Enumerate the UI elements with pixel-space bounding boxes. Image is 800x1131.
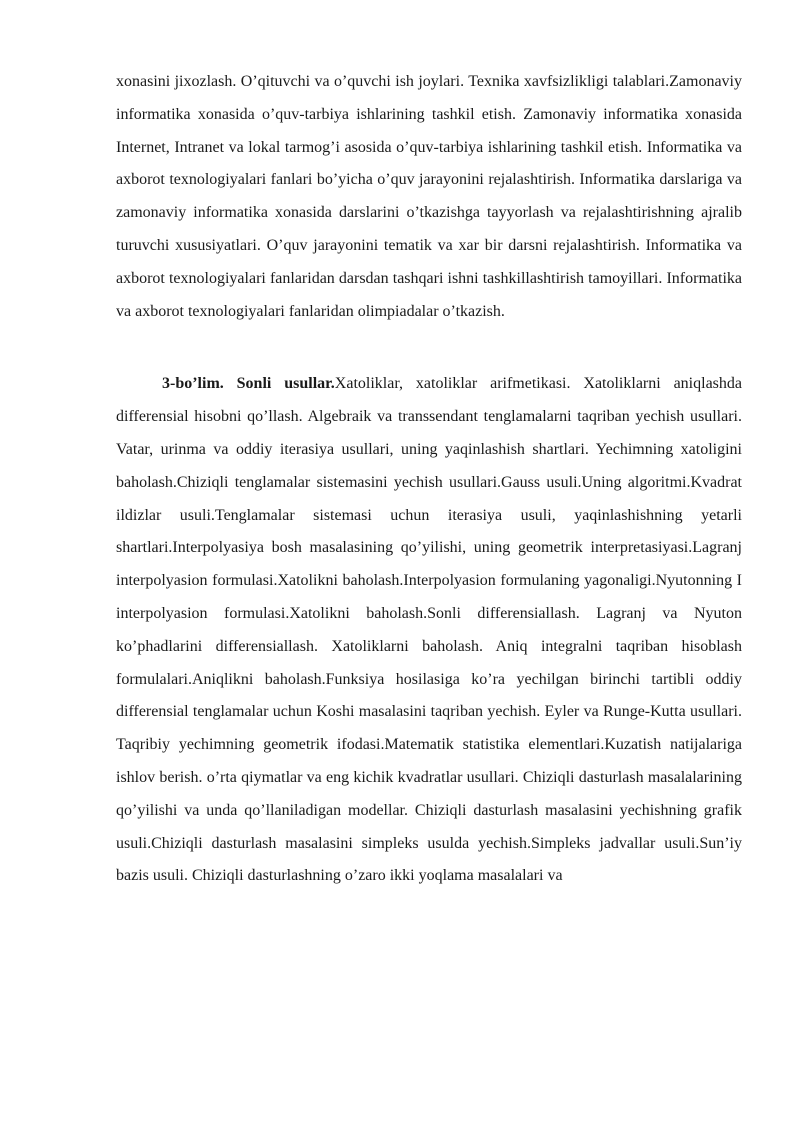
document-page: [116, 66, 742, 893]
section-3-text: Xatoliklar, xatoliklar arifmetikasi. Xatoliklarni aniqlashda differensial hisobni qo’llash. Algebraik va transsendant tenglamalarni taqriban yechish usullari. Vatar, urinma va oddiy iterasiya usullari, uning yaqinlashish shartlari. Yechimning xatoligini baholash.Chiziqli tenglamalar sistemasini yechish usullari.Gauss usuli.Uning algoritmi.Kvadrat ildizlar usuli.Tenglamalar sistemasi uchun iterasiya usuli, yaqinlashishning yetarli shartlari.Interpolyasiya bosh masalasining qo’yilishi, uning geometrik interpretasiyasi.Lagranj interpolyasion formulasi.Xatolikni baholash.Interpolyasion formulaning yagonaligi.Nyutonning I interpolyasion formulasi.Xatolikni baholash.Sonli differensiallash. Lagranj va Nyuton ko’phadlarini differensiallash. Xatoliklarni baholash. Aniq integralni taqriban hisoblash formulalari.Aniqlikni baholash.Funksiya hosilasiga ko’ra yechilgan birinchi tartibli oddiy differensial tenglamalar uchun Koshi masalasini taqriban yechish. Eyler va Runge-Kutta usullari. Taqribiy yechimning geometrik ifodasi.Matematik statistika elementlari.Kuzatish natijalariga ishlov berish. o’rta qiymatlar va eng kichik kvadratlar usullari. Chiziqli dasturlash masalalarining qo’yilishi va unda qo’llaniladigan modellar. Chiziqli dasturlash masalasini yechishning grafik usuli.Chiziqli dasturlash masalasini simpleks usulda yechish.Simpleks jadvallar usuli.Sun’iy bazis usuli. Chiziqli dasturlashning o’zaro ikki yoqlama masalalari va: [116, 375, 742, 885]
section-3-heading: 3-bo’lim. Sonli usullar.: [162, 375, 335, 393]
paragraph-intro: xonasini jixozlash. O’qituvchi va o’quvchi ish joylari. Texnika xavfsizlikligi talablari.Zamonaviy informatika xonasida o’quv-tarbiya ishlarining tashkil etish. Zamonaviy informatika xonasida Internet, Intranet va lokal tarmog’i asosida o’quv-tarbiya ishlarining tashkil etish. Informatika va axborot texnologiyalari fanlari bo’yicha o’quv jarayonini rejalashtirish. Informatika darslariga va zamonaviy informatika xonasida darslarini o’tkazishga tayyorlash va rejalashtirishning ajralib turuvchi xususiyatlari. O’quv jarayonini tematik va xar bir darsni rejalashtirish. Informatika va axborot texnologiyalari fanlaridan darsdan tashqari ishni tashkillashtirish tamoyillari. Informatika va axborot texnologiyalari fanlaridan olimpiadalar o’tkazish.: [116, 73, 742, 320]
paragraph-section-3: [116, 368, 742, 893]
